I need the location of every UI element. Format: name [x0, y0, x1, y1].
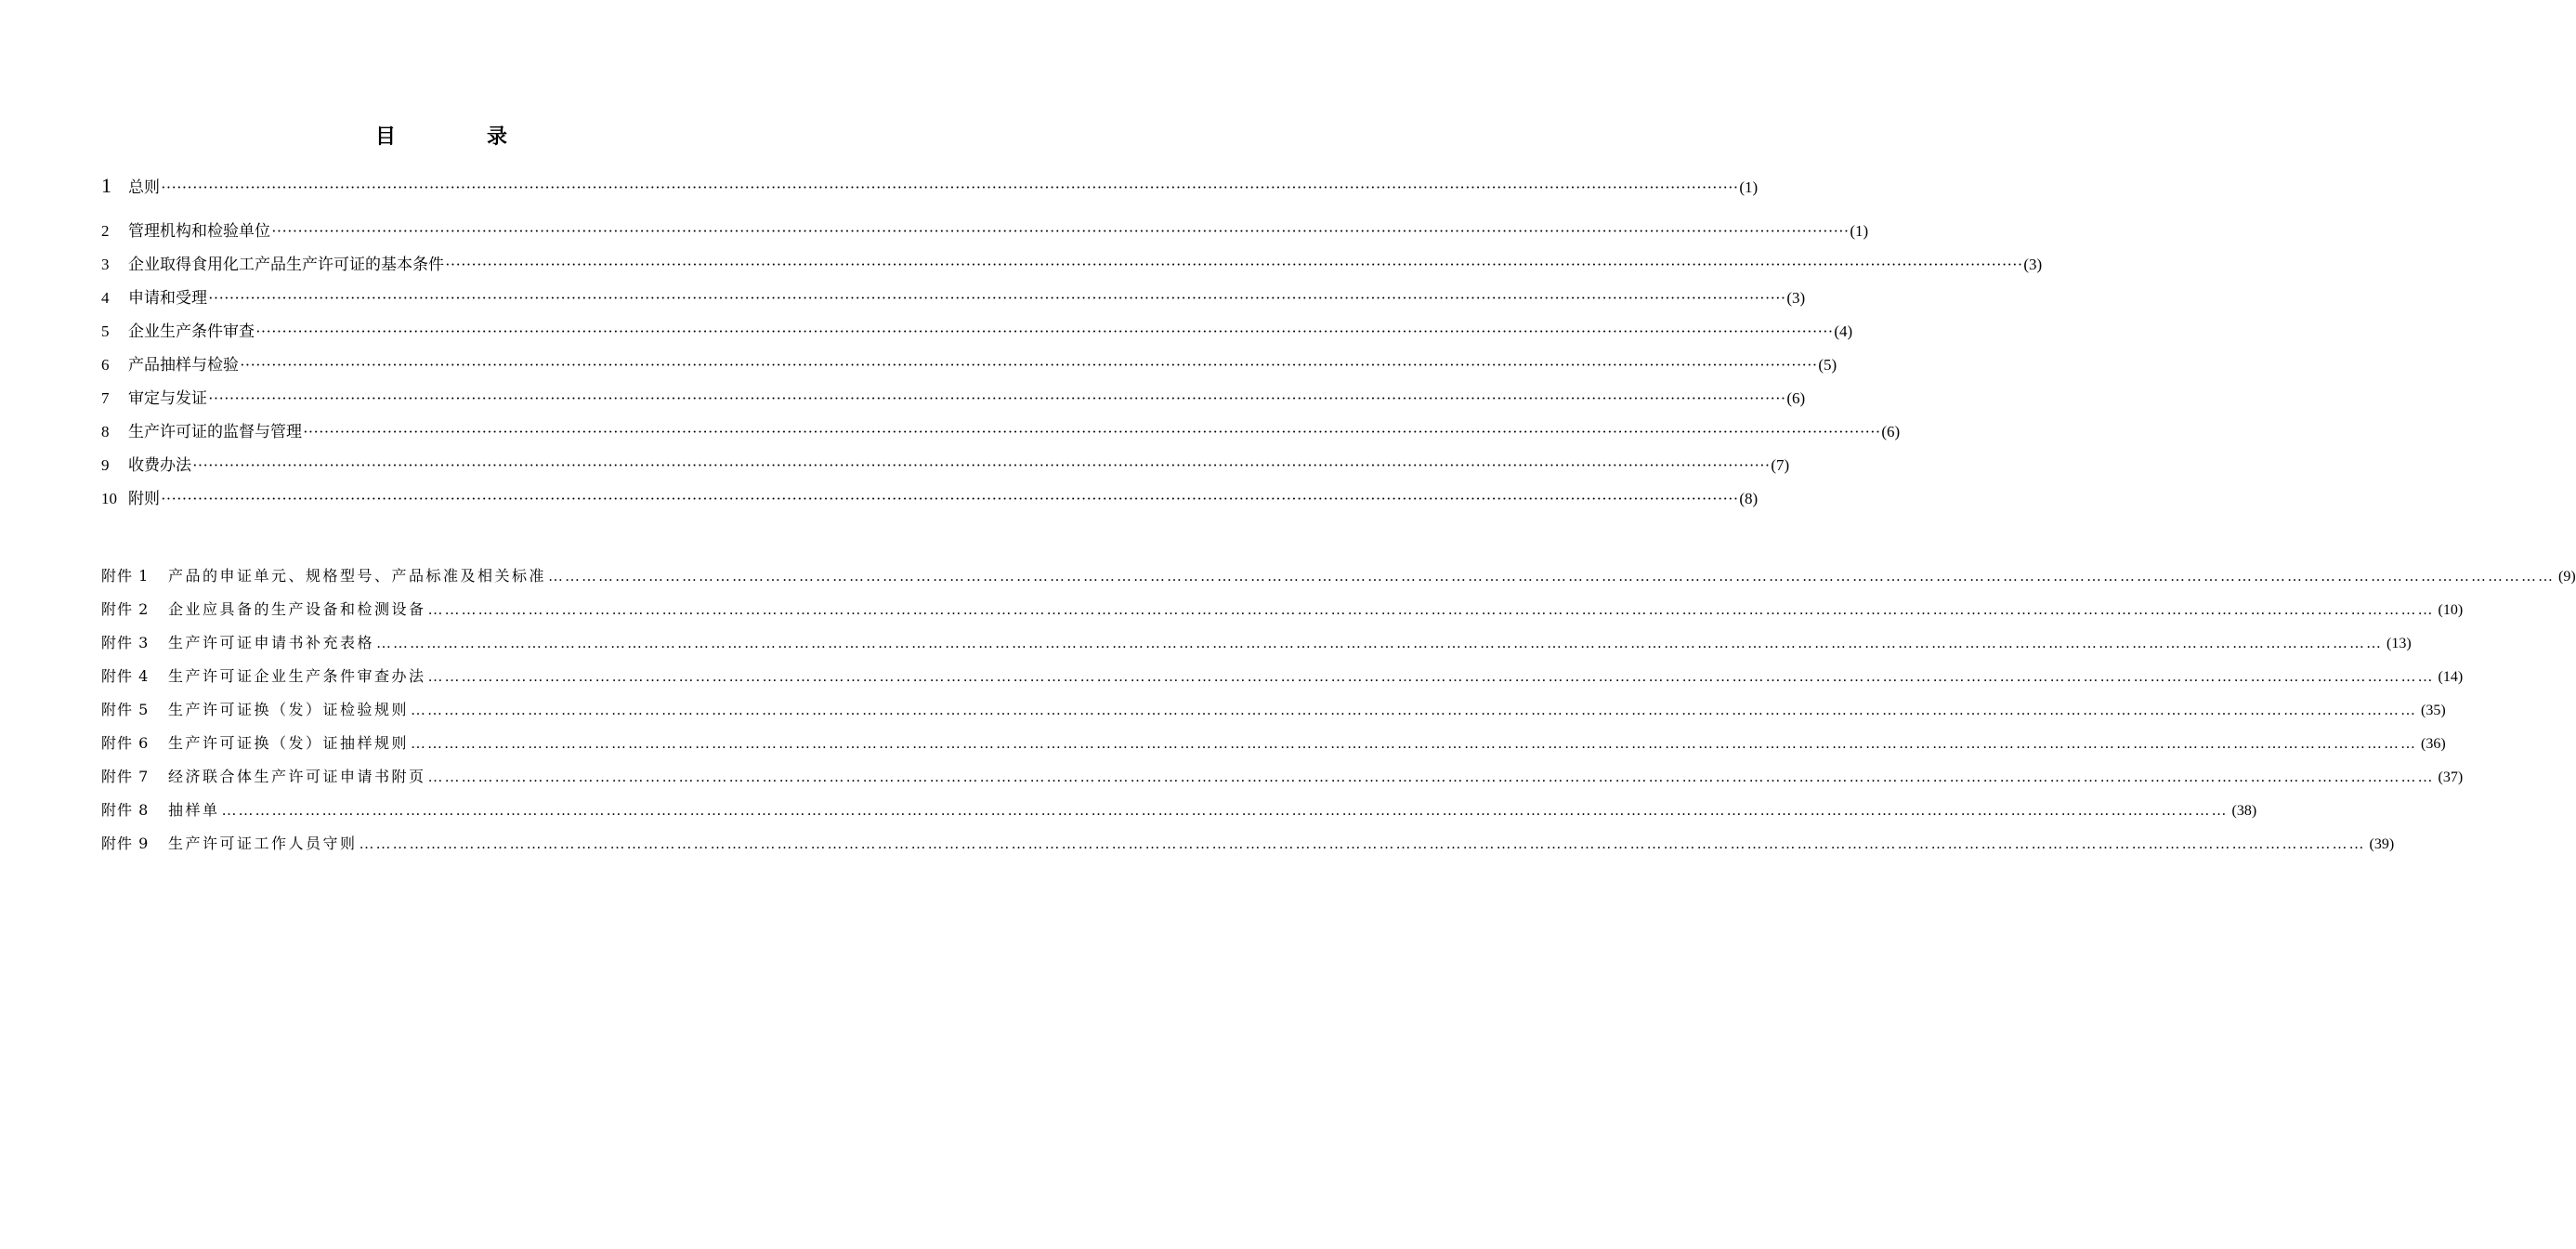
annex-entry[interactable] [101, 768, 2464, 801]
annex-entry[interactable] [101, 567, 2576, 600]
toc-entry-title: 产品抽样与检验 [128, 356, 239, 375]
toc-entry-number: 9 [101, 456, 110, 474]
annex-page: (13) [2386, 636, 2412, 651]
toc-entry[interactable] [101, 356, 1837, 389]
toc-entry[interactable] [101, 174, 1759, 222]
table-of-contents [101, 174, 2043, 523]
toc-entry-number: 5 [101, 322, 110, 340]
toc-entry[interactable] [101, 456, 1790, 490]
toc-entry-page: (6) [1786, 389, 1806, 407]
annex-label: 附件 4 [101, 667, 150, 685]
annex-entry[interactable] [101, 667, 2464, 701]
toc-entry-number: 6 [101, 356, 110, 374]
toc-entry-title: 企业取得食用化工产品生产许可证的基本条件 [128, 256, 444, 274]
toc-entry-number: 1 [101, 174, 111, 197]
toc-entry[interactable] [101, 222, 1869, 256]
toc-entry-title: 附则 [128, 490, 160, 508]
dot-leader: ············································································································································································································································································································ [192, 456, 1771, 474]
annex-label: 附件 9 [101, 835, 150, 852]
annex-title: 生产许可证申请书补充表格 [168, 634, 375, 651]
toc-entry-title: 总则 [128, 178, 160, 197]
annex-title: 经济联合体生产许可证申请书附页 [168, 768, 426, 785]
toc-entry-page: (6) [1881, 423, 1901, 440]
annex-page: (37) [2438, 769, 2464, 785]
toc-entry[interactable] [101, 490, 1759, 523]
dot-leader: ············································································································································································································································································································ [445, 256, 2023, 273]
annex-label: 附件 2 [101, 600, 150, 618]
toc-entry-page: (7) [1771, 456, 1790, 474]
toc-entry-title: 申请和受理 [128, 289, 207, 308]
annex-page: (10) [2438, 602, 2464, 618]
toc-entry-number: 8 [101, 423, 110, 440]
annex-entry[interactable] [101, 734, 2446, 768]
toc-entry[interactable] [101, 289, 1806, 322]
toc-entry[interactable] [101, 322, 1853, 356]
dot-leader: ……………………………………………………………………………………………………………………………………………………………………………………………………………………………………………………………………………………………………………………………… [359, 836, 2366, 852]
annex-entry[interactable] [101, 600, 2464, 634]
toc-entry-page: (3) [1786, 289, 1806, 307]
toc-entry-number: 3 [101, 256, 110, 273]
dot-leader: ············································································································································································································································································································ [240, 356, 1818, 374]
dot-leader: ············································································································································································································································································································ [161, 178, 1739, 196]
annex-page: (36) [2421, 736, 2446, 752]
annex-title: 产品的申证单元、规格型号、产品标准及相关标准 [168, 567, 547, 585]
annex-entry[interactable] [101, 835, 2395, 868]
annex-title: 抽样单 [168, 801, 220, 819]
toc-entry-title: 企业生产条件审查 [128, 322, 255, 341]
dot-leader: ……………………………………………………………………………………………………………………………………………………………………………………………………………………………………………………………………………………………………………………………… [411, 736, 2418, 752]
dot-leader: ············································································································································································································································································································ [208, 289, 1786, 307]
toc-entry[interactable] [101, 256, 2043, 289]
annex-label: 附件 1 [101, 567, 150, 585]
annex-label: 附件 5 [101, 701, 150, 718]
dot-leader: ············································································································································································································································································································ [208, 389, 1786, 407]
annex-title: 企业应具备的生产设备和检测设备 [168, 600, 426, 618]
toc-entry-number: 7 [101, 389, 110, 407]
dot-leader: ……………………………………………………………………………………………………………………………………………………………………………………………………………………………………………………………………………………………………………………………… [411, 703, 2418, 718]
annex-entry[interactable] [101, 701, 2446, 734]
toc-entry[interactable] [101, 423, 1901, 456]
annex-title: 生产许可证换（发）证抽样规则 [168, 734, 410, 752]
annex-page: (9) [2558, 569, 2576, 585]
toc-entry-page: (1) [1739, 178, 1759, 196]
toc-entry-page: (5) [1818, 356, 1837, 374]
dot-leader: ············································································································································································································································································································ [255, 322, 1834, 340]
dot-leader: ……………………………………………………………………………………………………………………………………………………………………………………………………………………………………………………………………………………………………………………………… [221, 803, 2229, 819]
toc-entry-number: 2 [101, 222, 110, 240]
annex-title: 生产许可证工作人员守则 [168, 835, 358, 852]
dot-leader: ……………………………………………………………………………………………………………………………………………………………………………………………………………………………………………………………………………………………………………………………… [376, 636, 2384, 651]
toc-entry-page: (1) [1850, 222, 1869, 240]
dot-leader: ……………………………………………………………………………………………………………………………………………………………………………………………………………………………………………………………………………………………………………………………… [427, 669, 2435, 685]
toc-entry[interactable] [101, 389, 1806, 423]
dot-leader: ……………………………………………………………………………………………………………………………………………………………………………………………………………………………………………………………………………………………………………………………… [427, 602, 2435, 618]
annex-label: 附件 6 [101, 734, 150, 752]
toc-entry-title: 生产许可证的监督与管理 [128, 423, 302, 441]
toc-entry-page: (8) [1739, 490, 1759, 507]
annex-title: 生产许可证企业生产条件审查办法 [168, 667, 426, 685]
annex-label: 附件 3 [101, 634, 150, 651]
dot-leader: ············································································································································································································································································································ [303, 423, 1881, 440]
dot-leader: ············································································································································································································································································································ [161, 490, 1739, 507]
toc-entry-page: (4) [1834, 322, 1853, 340]
annex-label: 附件 8 [101, 801, 150, 819]
dot-leader: ……………………………………………………………………………………………………………………………………………………………………………………………………………………………………………………………………………………………………………………………… [427, 769, 2435, 785]
annex-entry[interactable] [101, 801, 2257, 835]
annex-page: (14) [2438, 669, 2464, 685]
annex-list [101, 567, 2576, 868]
annex-page: (35) [2421, 703, 2446, 718]
toc-entry-number: 4 [101, 289, 110, 307]
toc-entry-number: 10 [101, 490, 117, 507]
annex-title: 生产许可证换（发）证检验规则 [168, 701, 410, 718]
annex-page: (38) [2231, 803, 2257, 819]
page-title: 目 录 [374, 125, 543, 149]
toc-entry-title: 审定与发证 [128, 389, 207, 408]
annex-entry[interactable] [101, 634, 2412, 667]
toc-entry-page: (3) [2023, 256, 2043, 273]
toc-entry-title: 收费办法 [128, 456, 191, 475]
annex-page: (39) [2369, 836, 2395, 852]
annex-label: 附件 7 [101, 768, 150, 785]
dot-leader: ············································································································································································································································································································ [271, 222, 1850, 240]
dot-leader: ……………………………………………………………………………………………………………………………………………………………………………………………………………………………………………………………………………………………………………………………… [548, 569, 2556, 585]
toc-entry-title: 管理机构和检验单位 [128, 222, 270, 241]
